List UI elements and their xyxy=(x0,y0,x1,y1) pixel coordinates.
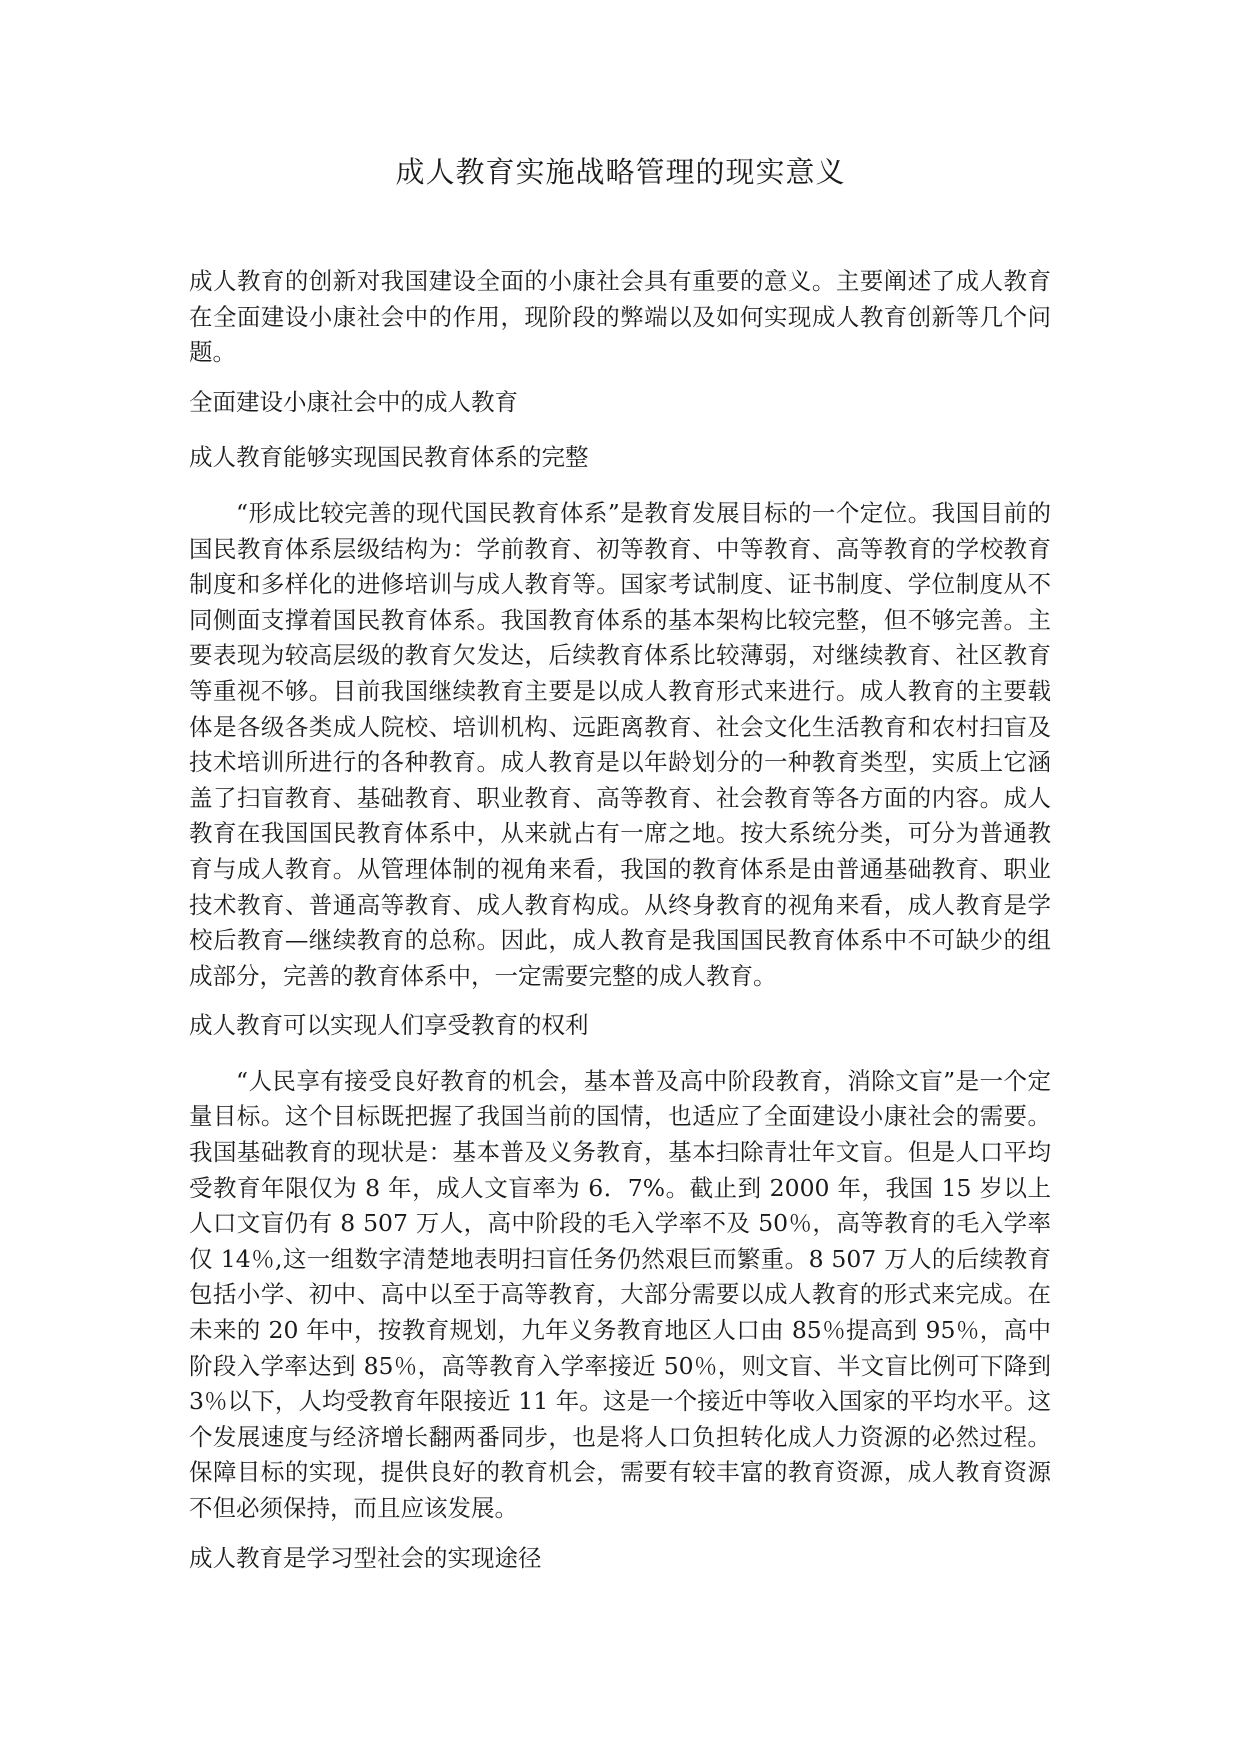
subsection-paragraph-2: “人民享有接受良好教育的机会，基本普及高中阶段教育，消除文盲”是一个定量目标。这个目标既把握了我国当前的国情，也适应了全面建设小康社会的需要。我国基础教育的现状是：基本普及义务教育，基本扫除青壮年文盲。但是人口平均受教育年限仅为 8 年，成人文盲率为 6．7%。截止到 2000 年，我国 15 岁以上人口文盲仍有 8 507 万人，高中阶段的毛入学率不及 50％，高等教育的毛入学率仅 14％,这一组数字清楚地表明扫盲任务仍然艰巨而繁重。8 507 万人的后续教育包括小学、初中、高中以至于高等教育，大部分需要以成人教育的形式来完成。在未来的 20 年中，按教育规划，九年义务教育地区人口由 85％提高到 95％，高中阶段入学率达到 85％，高等教育入学率接近 50％，则文盲、半文盲比例可下降到 3％以下，人均受教育年限接近 11 年。这是一个接近中等收入国家的平均水平。这个发展速度与经济增长翻两番同步，也是将人口负担转化成人力资源的必然过程。保障目标的实现，提供良好的教育机会，需要有较丰富的教育资源，成人教育资源不但必须保持，而且应该发展。 xyxy=(189,1066,1051,1522)
subsection-heading-1: 成人教育能够实现国民教育体系的完整 xyxy=(189,443,589,472)
subsection-heading-3: 成人教育是学习型社会的实现途径 xyxy=(189,1543,542,1572)
section-heading: 全面建设小康社会中的成人教育 xyxy=(189,387,518,416)
abstract-paragraph: 成人教育的创新对我国建设全面的小康社会具有重要的意义。主要阐述了成人教育在全面建设小康社会中的作用，现阶段的弊端以及如何实现成人教育创新等几个问题。 xyxy=(189,267,1051,367)
subsection-heading-2: 成人教育可以实现人们享受教育的权利 xyxy=(189,1011,589,1040)
subsection-paragraph-1: “形成比较完善的现代国民教育体系”是教育发展目标的一个定位。我国目前的国民教育体系层级结构为：学前教育、初等教育、中等教育、高等教育的学校教育制度和多样化的进修培训与成人教育等。国家考试制度、证书制度、学位制度从不同侧面支撑着国民教育体系。我国教育体系的基本架构比较完整，但不够完善。主要表现为较高层级的教育欠发达，后续教育体系比较薄弱，对继续教育、社区教育等重视不够。目前我国继续教育主要是以成人教育形式来进行。成人教育的主要载体是各级各类成人院校、培训机构、远距离教育、社会文化生活教育和农村扫盲及技术培训所进行的各种教育。成人教育是以年龄划分的一种教育类型，实质上它涵盖了扫盲教育、基础教育、职业教育、高等教育、社会教育等各方面的内容。成人教育在我国国民教育体系中，从来就占有一席之地。按大系统分类，可分为普通教育与成人教育。从管理体制的视角来看，我国的教育体系是由普通基础教育、职业技术教育、普通高等教育、成人教育构成。从终身教育的视角来看，成人教育是学校后教育—继续教育的总称。因此，成人教育是我国国民教育体系中不可缺少的组成部分，完善的教育体系中，一定需要完整的成人教育。 xyxy=(189,498,1051,990)
document-body xyxy=(189,264,1051,1596)
document-title: 成人教育实施战略管理的现实意义 xyxy=(395,155,846,189)
